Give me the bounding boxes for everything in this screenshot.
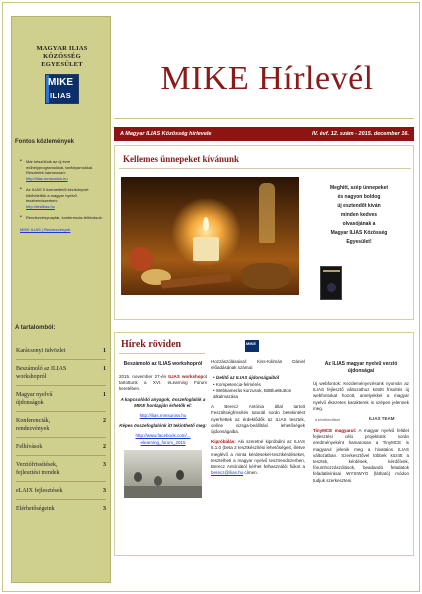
toc-item[interactable] (16, 461, 106, 482)
logo-mike-label: MIKE (48, 77, 73, 88)
photo-note: Képes összefoglalónk itt tekinthető meg: (119, 423, 207, 429)
webfonts-paragraph: Új webfontok: Kezdeményezésünk nyomán az ILIAS fejlesztő változathoz kötött frissítés új webfontokat hozott, amelyekkel a magyar nyelvű ékezetes karakterek is szépen jelennek meg. (313, 381, 409, 411)
band-subtitle: A Magyar ILIAS Közösség hírlevele (120, 131, 212, 137)
person-shape (176, 470, 184, 480)
toc-item[interactable] (16, 443, 106, 456)
notices-title: Fontos közlemények (15, 139, 75, 145)
flame-shape (203, 217, 209, 231)
greeting-line: Magyar ILIAS Közösség (330, 230, 388, 236)
notice-link[interactable]: http://ilias.mmsuniss.hu (26, 175, 68, 181)
table-shape (124, 486, 202, 498)
partner-logo-text: a következőkkel (315, 418, 340, 423)
small-logo-text: MIKE (246, 341, 256, 346)
news-column-hungarian (313, 361, 409, 488)
partner-logos (313, 416, 409, 424)
workshop-paragraph (119, 374, 207, 393)
notice-text: Rendezvénynaptár, konferencia-felhívások: (26, 215, 103, 220)
greeting-line: Egyesület! (346, 239, 372, 245)
greeting-line: olvasójának a (342, 221, 376, 227)
workshop-rest: ot tartottunk a XVI. eLearning Fórum keretében. (119, 374, 207, 392)
trial-paragraph (211, 439, 305, 476)
presentation-bullet: • Webkamerás kurzusok, BitBlueButton alkalmazása (213, 387, 292, 400)
newsletter-title: MIKE Hírlevél (160, 60, 374, 97)
toc-label: Felhívások (16, 444, 43, 450)
materials-link[interactable]: http://ilias.mmsuniss.hu (139, 413, 187, 419)
ilias-book-image (320, 266, 342, 300)
toc-label: Karácsonyi üdvözlet (16, 348, 66, 354)
tinymce-text: A magyar nyelvű felület fejlesztési célú projektünk során eredményeként hamarosan a TinyMCE is magyarul jelenik meg a hivatalos ILIAS változatban. Szerkesztővel többek között a tesztek, kérdések, kérdőívek, fórumhozzászólások, beadandó feladatok feladatleírásai WYSIWYG (látható) módon tudjuk szerkeszteni. (313, 428, 409, 483)
workshop-highlight: ILIAS workshop (168, 374, 204, 379)
toc-page: 1 (103, 392, 106, 398)
notice-links: MIKE ILIAS | Rendezvények (20, 226, 71, 232)
toc-page: 2 (103, 444, 106, 450)
christmas-candle-image (121, 177, 299, 295)
greeting-line: Meghitt, szép ünnepeket (329, 185, 389, 191)
tutorial-paragraph: A Berecz Antónia által tartott Feszültségfrissítés tutoriál során betekintést nyerhettek az érdeklődők az ILIAS tesztek, online vizsga-beállítási lehetőségek újdonságaiba. (211, 404, 305, 435)
toc-label: Elérhetőségeink (16, 506, 55, 512)
issue-info: IV. évf. 12. szám - 2015. december 16. (311, 131, 409, 137)
news-title: Hírek röviden (121, 339, 182, 350)
sidebar (11, 16, 111, 583)
candle-shape (193, 237, 219, 261)
greeting-line: új esztendőt kíván (337, 203, 381, 209)
book-emblem (327, 283, 336, 292)
tinymce-label: TinyMCE magyarul: (313, 428, 357, 434)
workshop-photo (124, 450, 202, 498)
notice-text: Az ILIAS 5 üzemeltetői kézikönyvét kibővítettük a magyar nyelvű tesztrendszerben: (26, 187, 89, 203)
toc-page: 2 (103, 418, 106, 424)
events-link[interactable]: Rendezvények (43, 226, 71, 232)
toc-label: Beszámoló az ILIAS workshopról (16, 366, 67, 380)
toc-page: 3 (103, 506, 106, 512)
toc-item[interactable] (16, 417, 106, 438)
greeting-divider (119, 168, 411, 169)
notice-item (20, 215, 108, 221)
org-line-3: EGYESÜLET (41, 61, 83, 68)
toc-title: A tartalomból: (15, 325, 56, 331)
greeting-line: minden kedves (340, 212, 378, 218)
toc-label: Magyar nyelvű újdonságok (16, 392, 53, 406)
org-line-2: KÖZÖSSÉG (43, 53, 81, 60)
person-shape (154, 476, 162, 486)
toc-page: 3 (103, 462, 106, 468)
presentation-bullet: • Kompetencia-felmérés (213, 381, 261, 387)
toc-item[interactable] (16, 487, 106, 500)
column-heading: Az ILIAS magyar nyelvű verzió újdonságai (324, 361, 398, 374)
trial-end: címen. (244, 470, 258, 476)
trial-label: Kipróbálás: (211, 439, 236, 445)
logo-mike-text (48, 77, 73, 88)
cinnamon-shape (161, 273, 231, 288)
notice-item (20, 159, 108, 181)
toc-label: Konferenciák, rendezvények (16, 418, 51, 432)
news-column-presentations (211, 347, 305, 480)
book-title-stripe (323, 270, 340, 272)
materials-note: A kapcsolódó anyagok, összefoglalók a MIKE honlapján érhetők el: (120, 396, 206, 408)
org-name (16, 45, 108, 69)
greeting-line: és nagyon boldog (337, 194, 381, 200)
bullet-icon: • (20, 158, 22, 164)
table-of-contents (16, 347, 106, 522)
photo-link-2[interactable]: elearning_forum_2015 (140, 439, 186, 445)
presentation-bullet: • Ízelítő az ILIAS újdonságaiból (213, 375, 280, 381)
person-shape (134, 472, 142, 482)
notice-item (20, 187, 108, 209)
news-divider (119, 353, 205, 354)
greeting-title: Kellemes ünnepeket kívánunk (123, 154, 240, 164)
toc-label: eLAIX fejlesztések (16, 488, 63, 494)
toc-item[interactable] (16, 347, 106, 360)
notice-text: Már készülünk az új évre műhelyprogramokkal, tanfolyamokkal. Részletek hamarosan: (26, 159, 94, 175)
toc-page: 1 (103, 348, 106, 354)
toc-label: Verziófrissítések, fejlesztési trendek (16, 462, 60, 476)
news-column-workshop (119, 361, 207, 498)
pinecone-shape (241, 263, 291, 289)
presentation-intro: Hozzászólásaival: Kiss-Kálmán Dániel előadásának számai: (211, 359, 305, 371)
toc-item[interactable] (16, 505, 106, 517)
tinymce-paragraph (313, 428, 409, 484)
bullet-icon: • (20, 214, 22, 220)
notice-link[interactable]: http://testilias.hu (26, 203, 55, 209)
greeting-section (114, 145, 414, 320)
mike-ilias-link[interactable]: MIKE ILIAS (20, 226, 41, 232)
toc-item[interactable] (16, 365, 106, 386)
ilias-team-logo: ILIAS TEAM (369, 416, 395, 422)
column-heading: Beszámoló az ILIAS workshopról (123, 361, 203, 367)
photo-link[interactable]: http://www.facebook.com/... (135, 433, 191, 439)
toc-page: 3 (103, 488, 106, 494)
logo-ilias-text: ILIAS (50, 91, 72, 100)
toc-item[interactable] (16, 391, 106, 412)
bullet-icon: • (20, 186, 22, 192)
workshop-date: 2015. november 27-én (119, 374, 167, 379)
masthead-divider (114, 118, 414, 119)
trial-text: Aki szeretné kipróbálni az ILIAS 5.1.0 (beta 2 tesztkészítési lehetőségeit, illetve meglévő a minta kérdéseket-tesztkérdéseket, tesztelheti a magyar nyelvű tesztrendszerben, Berecz Antóniától kérhet felhasználói fiókot a (211, 439, 305, 470)
notices-list (20, 159, 108, 232)
toc-page: 1 (103, 366, 106, 372)
mike-ilias-logo (45, 74, 79, 104)
org-line-1: MAGYAR ILIAS (36, 45, 88, 52)
greeting-text (307, 184, 411, 247)
bottle-shape (259, 183, 275, 243)
news-section (114, 332, 414, 556)
issue-band (114, 127, 414, 141)
contact-email-link[interactable]: berecz@ilias.hu (211, 470, 244, 476)
ornament-shape (129, 247, 153, 271)
